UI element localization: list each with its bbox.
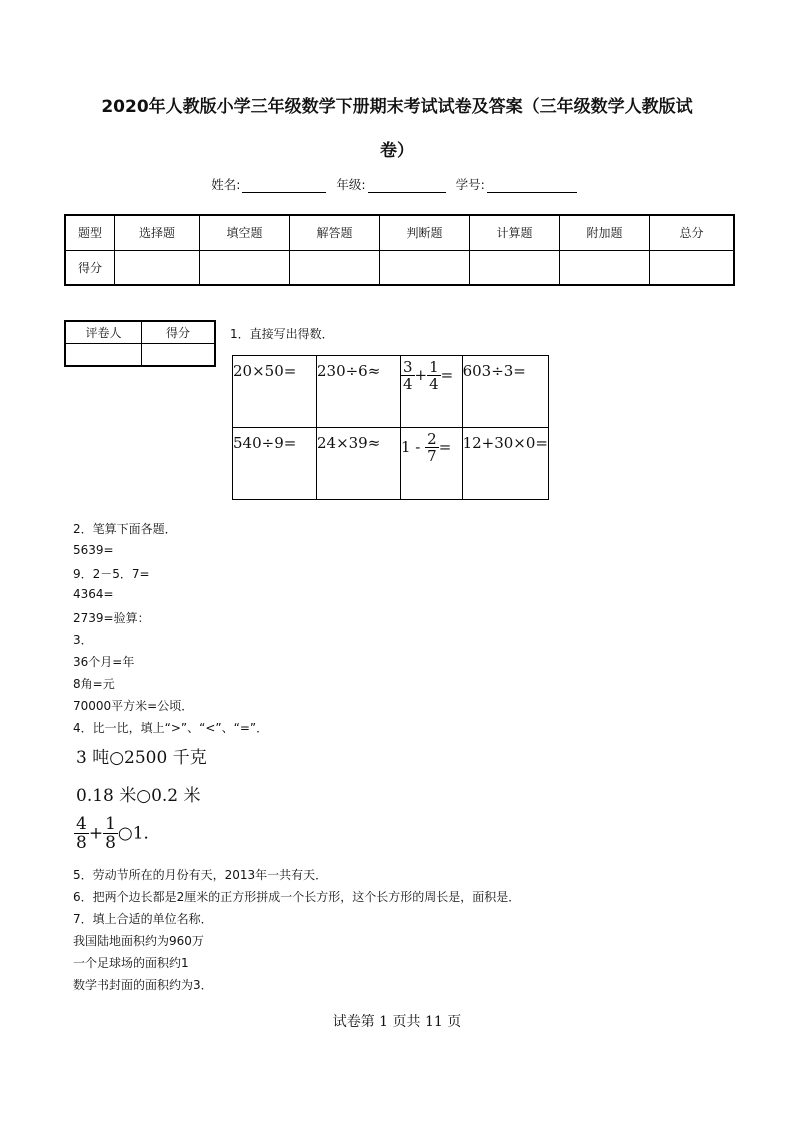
score-header-cell: 选择题 (115, 215, 200, 250)
score-cell[interactable] (200, 250, 290, 285)
q1-cell: 603÷3= (462, 356, 548, 428)
score-cell[interactable] (380, 250, 470, 285)
student-info-row (0, 175, 794, 193)
q1-calc-table (232, 355, 549, 500)
student-id-label: 学号: (455, 177, 485, 192)
score-header-cell: 题型 (65, 215, 115, 250)
q1-cell: 24×39≈ (316, 428, 400, 500)
score-header-cell: 填空题 (200, 215, 290, 250)
page-footer: 试卷第 1 页共 11 页 (332, 1014, 462, 1030)
score-cell[interactable] (650, 250, 735, 285)
q1-cell-fraction-diff: 1 - $\frac{2}{7}$ = (400, 428, 462, 500)
score-header-cell: 解答题 (290, 215, 380, 250)
q2-line: 2739=验算： (73, 611, 150, 625)
score-row-label: 得分 (65, 250, 115, 285)
q7-line: 我国陆地面积约为960万 (73, 934, 204, 948)
q7-prompt: 7．填上合适的单位名称． (73, 912, 213, 926)
grader-header: 评卷人 (65, 321, 142, 343)
q5-line: 5．劳动节所在的月份有天，2013年一共有天． (73, 868, 328, 882)
score-header-cell: 总分 (650, 215, 735, 250)
grade-field[interactable] (368, 178, 446, 193)
q3-line: 70000平方米=公顷． (73, 699, 194, 713)
grader-cell[interactable] (65, 343, 142, 366)
q7-line: 数学书封面的面积约为3． (73, 978, 213, 992)
q1-cell: 540÷9= (233, 428, 317, 500)
q3-line: 36个月=年 (73, 655, 135, 669)
grader-score-header: 得分 (142, 321, 216, 343)
score-table-header-row (65, 215, 734, 250)
fraction: $\frac{3}{4}$ (402, 358, 413, 393)
q4-prompt: 4．比一比，填上“>”、“<”、“=”． (73, 721, 269, 735)
name-field[interactable] (242, 178, 326, 193)
student-id-field[interactable] (487, 178, 577, 193)
q2-line: 4364= (73, 587, 114, 601)
q3-prompt: 3． (73, 633, 93, 647)
score-cell[interactable] (470, 250, 560, 285)
q1-cell: 12+30×0= (462, 428, 548, 500)
q4-line: 0.18 米○0.2 米 (76, 786, 201, 806)
fraction: $\frac{2}{7}$ (427, 430, 437, 465)
q1-prompt: 1．直接写出得数． (230, 327, 334, 341)
fraction: $\frac{1}{4}$ (429, 358, 439, 393)
q2-line: 9．2－5．7= (73, 567, 150, 581)
score-cell[interactable] (115, 250, 200, 285)
score-header-cell: 附加题 (560, 215, 650, 250)
score-cell[interactable] (290, 250, 380, 285)
q3-line: 8角=元 (73, 677, 115, 691)
grader-score-cell[interactable] (142, 343, 216, 366)
fraction: $\frac{1}{8}$ (105, 814, 116, 853)
page-title-line-2: 卷） (380, 141, 414, 161)
score-table-score-row (65, 250, 734, 285)
q1-cell-fraction-sum: $\frac{3}{4}$ + $\frac{1}{4}$ = (400, 356, 462, 428)
name-label: 姓名: (211, 177, 241, 192)
q1-cell: 20×50= (233, 356, 317, 428)
score-cell[interactable] (560, 250, 650, 285)
grade-label: 年级: (336, 177, 366, 192)
score-table (64, 214, 735, 286)
page-title-line-1: 2020年人教版小学三年级数学下册期末考试试卷及答案（三年级数学人教版试 (101, 97, 693, 117)
score-header-cell: 判断题 (380, 215, 470, 250)
q2-prompt: 2．笔算下面各题． (73, 522, 177, 536)
q4-line: 3 吨○2500 千克 (76, 748, 207, 768)
q4-line-fraction: $\frac{4}{8}$ + $\frac{1}{8}$ ○1． (76, 814, 161, 853)
q6-line: 6．把两个边长都是2厘米的正方形拼成一个长方形，这个长方形的周长是，面积是． (73, 890, 521, 904)
q2-line: 5639= (73, 543, 114, 557)
score-header-cell: 计算题 (470, 215, 560, 250)
q7-line: 一个足球场的面积约1 (73, 956, 189, 970)
q1-cell: 230÷6≈ (316, 356, 400, 428)
fraction: $\frac{4}{8}$ (76, 814, 87, 853)
grader-table (64, 320, 216, 367)
